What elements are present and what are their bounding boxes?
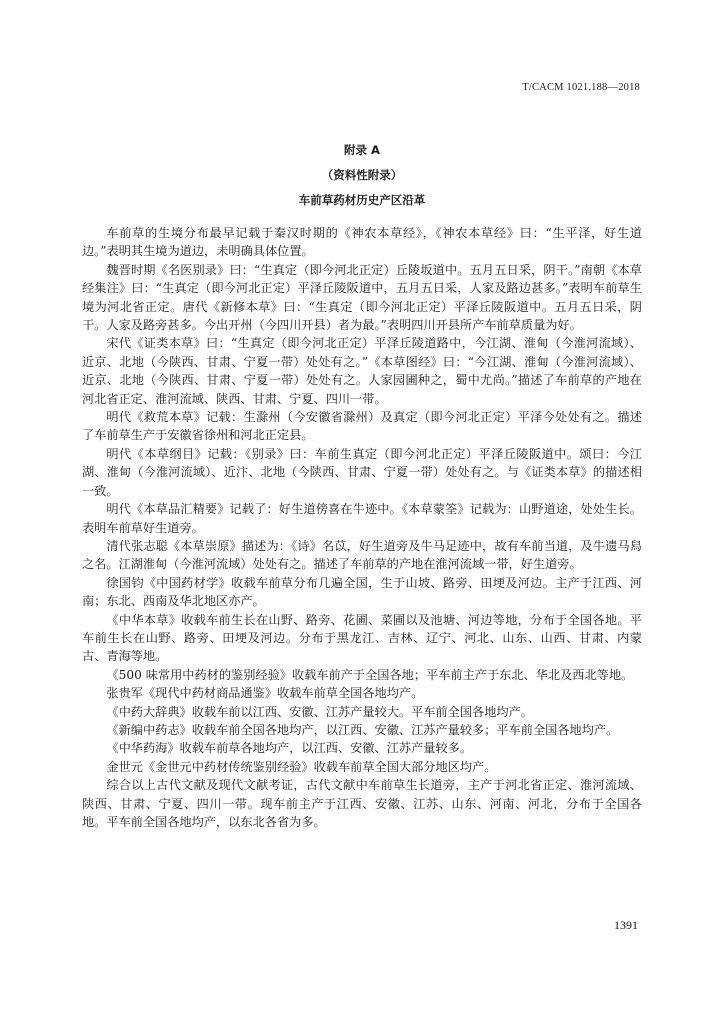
paragraph: 徐国钧《中国药材学》收载车前草分布几遍全国，生于山坡、路旁、田埂及河边。主产于江西、河南；东北、西南及华北地区亦产。 bbox=[82, 575, 642, 609]
paragraph: 《中华药海》收载车前草各地均产，以江西、安徽、江苏产量较多。 bbox=[106, 741, 473, 756]
paragraph: 魏晋时期《名医别录》曰：“生真定（即今河北正定）丘陵坂道中。五月五日采，阴干。”南朝《本草经集注》曰：“生真定（即今河北正定）平泽丘陵阪道中，五月五日采，人家及路边甚多。”表明车前草生境为河北省正定。唐代《新修本草》曰：“生真定（即今河北正定）平泽丘陵阪道中。五月五日采，阴干。人家及路旁甚多。今出开州（今四川开县）者为最。”表明四川开县所产车前草质量为好。 bbox=[82, 262, 642, 333]
appendix-title: 车前草药材历史产区沿革 bbox=[298, 193, 426, 207]
paragraph: 车前草的生境分布最早记载于秦汉时期的《神农本草经》，《神农本草经》曰：“生平泽，好生道边。”表明其生境为道边，未明确具体位置。 bbox=[82, 226, 642, 259]
paragraph: 《中药大辞典》收载车前以江西、安徽、江苏产量较大。平车前全国各地均产。 bbox=[106, 704, 533, 719]
paragraph: 《500 味常用中药材的鉴别经验》收载车前产于全国各地；平车前主产于东北、华北及西北等地。 bbox=[106, 667, 634, 682]
appendix-label: 附录 A bbox=[344, 143, 380, 157]
paragraph: 明代《本草纲目》记载：《别录》曰：车前生真定（即今河北正定）平泽丘陵阪道中。颂曰：今江湖、淮甸（今淮河流域）、近汴、北地（今陕西、甘肃、宁夏一带）处处有之。与《证类本草》的描述相一致。 bbox=[82, 446, 642, 498]
paragraph: 明代《本草品汇精要》记载了：好生道傍喜在牛迹中。《本草蒙筌》记载为：山野道途，处处生长。表明车前草好生道旁。 bbox=[82, 502, 642, 535]
paragraph: 清代张志聪《本草崇原》描述为：《诗》名苡，好生道旁及牛马足迹中，故有车前当道，及牛遗马舄之名。江湖淮甸（今淮河流域）处处有之。描述了车前草的产地在淮河流域一带，好生道旁。 bbox=[82, 538, 642, 572]
body-text bbox=[82, 224, 642, 831]
paragraph: 宋代《证类本草》曰：“生真定（即今河北正定）平泽丘陵道路中，今江湖、淮甸（今淮河流域）、近京、北地（今陕西、甘肃、宁夏一带）处处有之。”《本草图经》曰：“今江湖、淮甸（今淮河流域）、近京、北地（今陕西、甘肃、宁夏一带）处处有之。人家园圃种之，蜀中尤尚。”描述了车前草的产地在河北省正定、淮河流域、陕西、甘肃、宁夏、四川一带。 bbox=[82, 336, 642, 406]
standard-code: T/CACM 1021.188—2018 bbox=[522, 82, 640, 93]
paragraph: 明代《救荒本草》记载：生滁州（今安徽省滁州）及真定（即今河北正定）平泽今处处有之。描述了车前草生产于安徽省徐州和河北正定县。 bbox=[82, 410, 642, 443]
appendix-type: （资料性附录） bbox=[321, 168, 403, 182]
paragraph: 金世元《金世元中药材传统鉴别经验》收载车前草全国大部分地区均产。 bbox=[106, 759, 497, 774]
paragraph: 《中华本草》收载车前生长在山野、路旁、花圃、菜圃以及池塘、河边等地，分布于全国各地。平车前生长在山野、路旁、田埂及河边。分布于黑龙江、吉林、辽宁、河北、山东、山西、甘肃、内蒙古、青海等地。 bbox=[82, 612, 642, 664]
appendix-headings bbox=[0, 144, 724, 207]
paragraph: 综合以上古代文献及现代文献考证，古代文献中车前草生长道旁，主产于河北省正定、淮河流域、陕西、甘肃、宁夏、四川一带。现车前主产于江西、安徽、江苏、山东、河南、河北，分布于全国各地。平车前全国各地均产，以东北各省为多。 bbox=[82, 778, 642, 829]
paragraph: 张贵军《现代中药材商品通鉴》收载车前草全国各地均产。 bbox=[106, 686, 424, 701]
paragraph: 《新编中药志》收载车前全国各地均产，以江西、安徽、江苏产量较多；平车前全国各地均产。 bbox=[106, 722, 619, 737]
page-number: 1391 bbox=[614, 918, 638, 932]
